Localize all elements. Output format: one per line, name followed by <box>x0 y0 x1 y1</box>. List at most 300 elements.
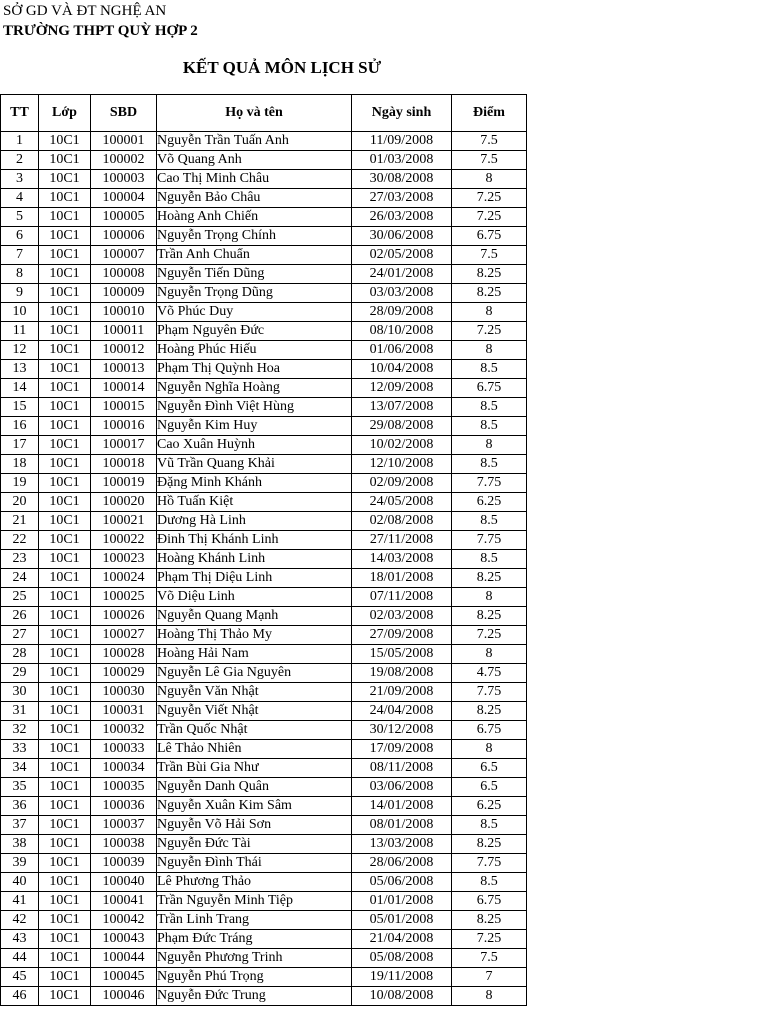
cell-dob: 08/01/2008 <box>352 816 452 835</box>
cell-dob: 01/06/2008 <box>352 341 452 360</box>
cell-name: Nguyễn Xuân Kim Sâm <box>157 797 352 816</box>
cell-score: 8 <box>452 740 527 759</box>
cell-tt: 10 <box>1 303 39 322</box>
cell-score: 8.5 <box>452 417 527 436</box>
cell-dob: 27/09/2008 <box>352 626 452 645</box>
cell-score: 8.25 <box>452 702 527 721</box>
cell-name: Trần Anh Chuẩn <box>157 246 352 265</box>
cell-score: 8.5 <box>452 398 527 417</box>
cell-class: 10C1 <box>39 379 91 398</box>
cell-class: 10C1 <box>39 607 91 626</box>
cell-dob: 02/03/2008 <box>352 607 452 626</box>
cell-tt: 12 <box>1 341 39 360</box>
cell-name: Phạm Nguyên Đức <box>157 322 352 341</box>
cell-sbd: 100011 <box>91 322 157 341</box>
cell-name: Hoàng Hải Nam <box>157 645 352 664</box>
cell-class: 10C1 <box>39 911 91 930</box>
cell-tt: 6 <box>1 227 39 246</box>
cell-score: 8 <box>452 170 527 189</box>
cell-sbd: 100027 <box>91 626 157 645</box>
cell-dob: 24/04/2008 <box>352 702 452 721</box>
cell-sbd: 100014 <box>91 379 157 398</box>
cell-name: Nguyễn Viết Nhật <box>157 702 352 721</box>
cell-tt: 42 <box>1 911 39 930</box>
cell-name: Nguyễn Trọng Dũng <box>157 284 352 303</box>
cell-score: 8 <box>452 987 527 1006</box>
cell-tt: 3 <box>1 170 39 189</box>
cell-sbd: 100010 <box>91 303 157 322</box>
table-row <box>1 759 527 778</box>
cell-class: 10C1 <box>39 550 91 569</box>
cell-sbd: 100032 <box>91 721 157 740</box>
cell-class: 10C1 <box>39 493 91 512</box>
cell-sbd: 100023 <box>91 550 157 569</box>
cell-class: 10C1 <box>39 474 91 493</box>
table-row <box>1 227 527 246</box>
cell-sbd: 100009 <box>91 284 157 303</box>
table-header-row <box>1 95 527 132</box>
cell-tt: 25 <box>1 588 39 607</box>
results-table <box>0 94 527 1006</box>
cell-tt: 20 <box>1 493 39 512</box>
cell-class: 10C1 <box>39 683 91 702</box>
cell-dob: 13/03/2008 <box>352 835 452 854</box>
table-row <box>1 892 527 911</box>
cell-score: 6.75 <box>452 721 527 740</box>
cell-class: 10C1 <box>39 740 91 759</box>
cell-sbd: 100035 <box>91 778 157 797</box>
cell-sbd: 100033 <box>91 740 157 759</box>
cell-score: 4.75 <box>452 664 527 683</box>
cell-dob: 11/09/2008 <box>352 132 452 151</box>
cell-score: 7.25 <box>452 208 527 227</box>
cell-dob: 12/10/2008 <box>352 455 452 474</box>
cell-dob: 29/08/2008 <box>352 417 452 436</box>
cell-sbd: 100028 <box>91 645 157 664</box>
cell-tt: 30 <box>1 683 39 702</box>
cell-score: 8.5 <box>452 360 527 379</box>
cell-dob: 12/09/2008 <box>352 379 452 398</box>
cell-dob: 10/04/2008 <box>352 360 452 379</box>
cell-name: Võ Diệu Linh <box>157 588 352 607</box>
cell-dob: 26/03/2008 <box>352 208 452 227</box>
table-row <box>1 360 527 379</box>
cell-sbd: 100036 <box>91 797 157 816</box>
cell-sbd: 100001 <box>91 132 157 151</box>
table-row <box>1 322 527 341</box>
cell-score: 7.5 <box>452 949 527 968</box>
cell-score: 8.25 <box>452 835 527 854</box>
cell-dob: 19/08/2008 <box>352 664 452 683</box>
cell-sbd: 100046 <box>91 987 157 1006</box>
cell-dob: 24/01/2008 <box>352 265 452 284</box>
cell-score: 7.25 <box>452 189 527 208</box>
cell-class: 10C1 <box>39 531 91 550</box>
table-row <box>1 512 527 531</box>
cell-dob: 14/01/2008 <box>352 797 452 816</box>
cell-name: Hoàng Khánh Linh <box>157 550 352 569</box>
col-header-tt: TT <box>1 95 39 132</box>
cell-sbd: 100021 <box>91 512 157 531</box>
cell-sbd: 100040 <box>91 873 157 892</box>
cell-dob: 14/03/2008 <box>352 550 452 569</box>
cell-name: Trần Bùi Gia Như <box>157 759 352 778</box>
table-row <box>1 436 527 455</box>
table-row <box>1 645 527 664</box>
cell-tt: 32 <box>1 721 39 740</box>
cell-score: 8 <box>452 341 527 360</box>
cell-name: Nguyễn Võ Hải Sơn <box>157 816 352 835</box>
table-row <box>1 455 527 474</box>
table-row <box>1 151 527 170</box>
cell-tt: 37 <box>1 816 39 835</box>
cell-score: 7.5 <box>452 151 527 170</box>
cell-score: 7 <box>452 968 527 987</box>
cell-tt: 35 <box>1 778 39 797</box>
cell-class: 10C1 <box>39 645 91 664</box>
cell-class: 10C1 <box>39 170 91 189</box>
cell-tt: 18 <box>1 455 39 474</box>
table-row <box>1 949 527 968</box>
table-body <box>1 132 527 1006</box>
cell-score: 6.5 <box>452 778 527 797</box>
col-header-sbd: SBD <box>91 95 157 132</box>
cell-name: Đặng Minh Khánh <box>157 474 352 493</box>
table-row <box>1 303 527 322</box>
cell-score: 7.25 <box>452 930 527 949</box>
cell-name: Trần Nguyễn Minh Tiệp <box>157 892 352 911</box>
cell-score: 6.75 <box>452 379 527 398</box>
cell-dob: 30/12/2008 <box>352 721 452 740</box>
cell-dob: 03/06/2008 <box>352 778 452 797</box>
cell-dob: 13/07/2008 <box>352 398 452 417</box>
cell-tt: 22 <box>1 531 39 550</box>
table-row <box>1 683 527 702</box>
cell-name: Phạm Thị Diệu Linh <box>157 569 352 588</box>
cell-score: 8 <box>452 645 527 664</box>
cell-tt: 23 <box>1 550 39 569</box>
cell-tt: 24 <box>1 569 39 588</box>
cell-class: 10C1 <box>39 797 91 816</box>
cell-name: Nguyễn Trọng Chính <box>157 227 352 246</box>
table-row <box>1 664 527 683</box>
cell-sbd: 100039 <box>91 854 157 873</box>
cell-class: 10C1 <box>39 759 91 778</box>
table-row <box>1 778 527 797</box>
cell-score: 8 <box>452 436 527 455</box>
cell-dob: 03/03/2008 <box>352 284 452 303</box>
cell-tt: 5 <box>1 208 39 227</box>
cell-name: Đinh Thị Khánh Linh <box>157 531 352 550</box>
cell-tt: 46 <box>1 987 39 1006</box>
cell-class: 10C1 <box>39 303 91 322</box>
cell-tt: 17 <box>1 436 39 455</box>
cell-name: Nguyễn Trần Tuấn Anh <box>157 132 352 151</box>
cell-class: 10C1 <box>39 455 91 474</box>
cell-tt: 9 <box>1 284 39 303</box>
cell-tt: 13 <box>1 360 39 379</box>
table-row <box>1 702 527 721</box>
cell-name: Cao Thị Minh Châu <box>157 170 352 189</box>
cell-dob: 10/02/2008 <box>352 436 452 455</box>
school-name: TRƯỜNG THPT QUỲ HỢP 2 <box>3 23 198 39</box>
table-row <box>1 569 527 588</box>
cell-name: Trần Quốc Nhật <box>157 721 352 740</box>
table-row <box>1 835 527 854</box>
cell-score: 8 <box>452 588 527 607</box>
cell-class: 10C1 <box>39 892 91 911</box>
cell-name: Lê Thảo Nhiên <box>157 740 352 759</box>
cell-tt: 14 <box>1 379 39 398</box>
cell-class: 10C1 <box>39 949 91 968</box>
cell-tt: 21 <box>1 512 39 531</box>
cell-sbd: 100030 <box>91 683 157 702</box>
cell-class: 10C1 <box>39 702 91 721</box>
cell-tt: 36 <box>1 797 39 816</box>
table-row <box>1 208 527 227</box>
col-header-dob: Ngày sinh <box>352 95 452 132</box>
cell-tt: 7 <box>1 246 39 265</box>
cell-class: 10C1 <box>39 816 91 835</box>
cell-sbd: 100025 <box>91 588 157 607</box>
cell-dob: 08/11/2008 <box>352 759 452 778</box>
cell-tt: 16 <box>1 417 39 436</box>
col-header-class: Lớp <box>39 95 91 132</box>
cell-dob: 05/01/2008 <box>352 911 452 930</box>
cell-class: 10C1 <box>39 151 91 170</box>
cell-dob: 07/11/2008 <box>352 588 452 607</box>
cell-sbd: 100041 <box>91 892 157 911</box>
table-row <box>1 284 527 303</box>
table-row <box>1 398 527 417</box>
cell-class: 10C1 <box>39 227 91 246</box>
cell-score: 6.5 <box>452 759 527 778</box>
cell-tt: 2 <box>1 151 39 170</box>
cell-tt: 19 <box>1 474 39 493</box>
cell-dob: 15/05/2008 <box>352 645 452 664</box>
table-row <box>1 531 527 550</box>
table-row <box>1 854 527 873</box>
cell-class: 10C1 <box>39 246 91 265</box>
cell-class: 10C1 <box>39 322 91 341</box>
cell-sbd: 100012 <box>91 341 157 360</box>
table-row <box>1 474 527 493</box>
cell-tt: 11 <box>1 322 39 341</box>
cell-sbd: 100042 <box>91 911 157 930</box>
cell-class: 10C1 <box>39 512 91 531</box>
cell-score: 8.25 <box>452 265 527 284</box>
table-row <box>1 379 527 398</box>
cell-sbd: 100034 <box>91 759 157 778</box>
cell-name: Trần Linh Trang <box>157 911 352 930</box>
cell-tt: 27 <box>1 626 39 645</box>
cell-class: 10C1 <box>39 588 91 607</box>
cell-sbd: 100024 <box>91 569 157 588</box>
cell-name: Nguyễn Đình Thái <box>157 854 352 873</box>
table-row <box>1 170 527 189</box>
cell-sbd: 100005 <box>91 208 157 227</box>
cell-tt: 44 <box>1 949 39 968</box>
cell-score: 8.5 <box>452 873 527 892</box>
cell-name: Nguyễn Đức Trung <box>157 987 352 1006</box>
table-row <box>1 740 527 759</box>
cell-sbd: 100008 <box>91 265 157 284</box>
table-row <box>1 189 527 208</box>
cell-score: 6.25 <box>452 493 527 512</box>
cell-name: Nguyễn Quang Mạnh <box>157 607 352 626</box>
cell-dob: 27/11/2008 <box>352 531 452 550</box>
cell-score: 7.75 <box>452 854 527 873</box>
cell-score: 8.5 <box>452 512 527 531</box>
cell-score: 7.5 <box>452 132 527 151</box>
cell-class: 10C1 <box>39 417 91 436</box>
cell-name: Hoàng Anh Chiến <box>157 208 352 227</box>
table-row <box>1 721 527 740</box>
cell-sbd: 100020 <box>91 493 157 512</box>
cell-sbd: 100022 <box>91 531 157 550</box>
cell-class: 10C1 <box>39 436 91 455</box>
cell-score: 8.25 <box>452 911 527 930</box>
table-row <box>1 930 527 949</box>
cell-dob: 01/01/2008 <box>352 892 452 911</box>
cell-score: 6.75 <box>452 892 527 911</box>
cell-name: Nguyễn Lê Gia Nguyên <box>157 664 352 683</box>
page-title: KẾT QUẢ MÔN LỊCH SỬ <box>182 58 382 77</box>
cell-tt: 33 <box>1 740 39 759</box>
cell-score: 8.5 <box>452 816 527 835</box>
cell-sbd: 100019 <box>91 474 157 493</box>
cell-name: Nguyễn Đức Tài <box>157 835 352 854</box>
cell-tt: 8 <box>1 265 39 284</box>
cell-class: 10C1 <box>39 208 91 227</box>
cell-dob: 28/06/2008 <box>352 854 452 873</box>
cell-score: 8.5 <box>452 455 527 474</box>
cell-name: Nguyễn Đình Việt Hùng <box>157 398 352 417</box>
col-header-name: Họ và tên <box>157 95 352 132</box>
cell-score: 8.25 <box>452 284 527 303</box>
cell-class: 10C1 <box>39 987 91 1006</box>
cell-sbd: 100043 <box>91 930 157 949</box>
cell-name: Hoàng Phúc Hiếu <box>157 341 352 360</box>
cell-sbd: 100007 <box>91 246 157 265</box>
cell-dob: 02/08/2008 <box>352 512 452 531</box>
table-row <box>1 873 527 892</box>
cell-dob: 21/04/2008 <box>352 930 452 949</box>
cell-dob: 05/06/2008 <box>352 873 452 892</box>
table-row <box>1 816 527 835</box>
cell-dob: 02/05/2008 <box>352 246 452 265</box>
cell-name: Võ Quang Anh <box>157 151 352 170</box>
cell-name: Hồ Tuấn Kiệt <box>157 493 352 512</box>
cell-name: Nguyễn Nghĩa Hoàng <box>157 379 352 398</box>
cell-class: 10C1 <box>39 360 91 379</box>
cell-tt: 45 <box>1 968 39 987</box>
cell-name: Nguyễn Danh Quân <box>157 778 352 797</box>
cell-name: Lê Phương Thảo <box>157 873 352 892</box>
cell-sbd: 100006 <box>91 227 157 246</box>
cell-class: 10C1 <box>39 835 91 854</box>
cell-sbd: 100002 <box>91 151 157 170</box>
cell-sbd: 100013 <box>91 360 157 379</box>
cell-dob: 01/03/2008 <box>352 151 452 170</box>
table-row <box>1 607 527 626</box>
cell-score: 6.25 <box>452 797 527 816</box>
cell-name: Nguyễn Tiến Dũng <box>157 265 352 284</box>
table-row <box>1 550 527 569</box>
cell-name: Nguyễn Phương Trinh <box>157 949 352 968</box>
cell-tt: 1 <box>1 132 39 151</box>
cell-name: Hoàng Thị Thảo My <box>157 626 352 645</box>
cell-class: 10C1 <box>39 968 91 987</box>
cell-dob: 27/03/2008 <box>352 189 452 208</box>
cell-tt: 29 <box>1 664 39 683</box>
col-header-score: Điểm <box>452 95 527 132</box>
cell-name: Cao Xuân Huỳnh <box>157 436 352 455</box>
cell-score: 7.75 <box>452 683 527 702</box>
cell-name: Nguyễn Kim Huy <box>157 417 352 436</box>
cell-name: Võ Phúc Duy <box>157 303 352 322</box>
cell-name: Nguyễn Phú Trọng <box>157 968 352 987</box>
cell-name: Phạm Thị Quỳnh Hoa <box>157 360 352 379</box>
table-row <box>1 246 527 265</box>
table-row <box>1 588 527 607</box>
cell-class: 10C1 <box>39 341 91 360</box>
cell-score: 8.25 <box>452 569 527 588</box>
cell-tt: 38 <box>1 835 39 854</box>
cell-tt: 39 <box>1 854 39 873</box>
cell-tt: 40 <box>1 873 39 892</box>
cell-tt: 28 <box>1 645 39 664</box>
cell-sbd: 100037 <box>91 816 157 835</box>
cell-class: 10C1 <box>39 778 91 797</box>
cell-dob: 02/09/2008 <box>352 474 452 493</box>
table-row <box>1 911 527 930</box>
cell-sbd: 100026 <box>91 607 157 626</box>
cell-score: 6.75 <box>452 227 527 246</box>
cell-name: Vũ Trần Quang Khải <box>157 455 352 474</box>
cell-score: 8.5 <box>452 550 527 569</box>
table-row <box>1 341 527 360</box>
cell-sbd: 100038 <box>91 835 157 854</box>
cell-tt: 31 <box>1 702 39 721</box>
table-row <box>1 417 527 436</box>
cell-class: 10C1 <box>39 930 91 949</box>
cell-sbd: 100018 <box>91 455 157 474</box>
cell-name: Nguyễn Bảo Châu <box>157 189 352 208</box>
cell-tt: 41 <box>1 892 39 911</box>
cell-sbd: 100004 <box>91 189 157 208</box>
cell-tt: 15 <box>1 398 39 417</box>
cell-dob: 30/08/2008 <box>352 170 452 189</box>
cell-dob: 18/01/2008 <box>352 569 452 588</box>
table-row <box>1 493 527 512</box>
cell-class: 10C1 <box>39 132 91 151</box>
cell-score: 7.5 <box>452 246 527 265</box>
cell-class: 10C1 <box>39 873 91 892</box>
cell-score: 7.75 <box>452 474 527 493</box>
cell-class: 10C1 <box>39 664 91 683</box>
cell-class: 10C1 <box>39 398 91 417</box>
cell-score: 7.25 <box>452 626 527 645</box>
cell-sbd: 100045 <box>91 968 157 987</box>
table-row <box>1 265 527 284</box>
cell-class: 10C1 <box>39 854 91 873</box>
table-row <box>1 987 527 1006</box>
department-name: SỞ GD VÀ ĐT NGHỆ AN <box>3 3 167 19</box>
cell-dob: 21/09/2008 <box>352 683 452 702</box>
cell-sbd: 100015 <box>91 398 157 417</box>
cell-dob: 28/09/2008 <box>352 303 452 322</box>
